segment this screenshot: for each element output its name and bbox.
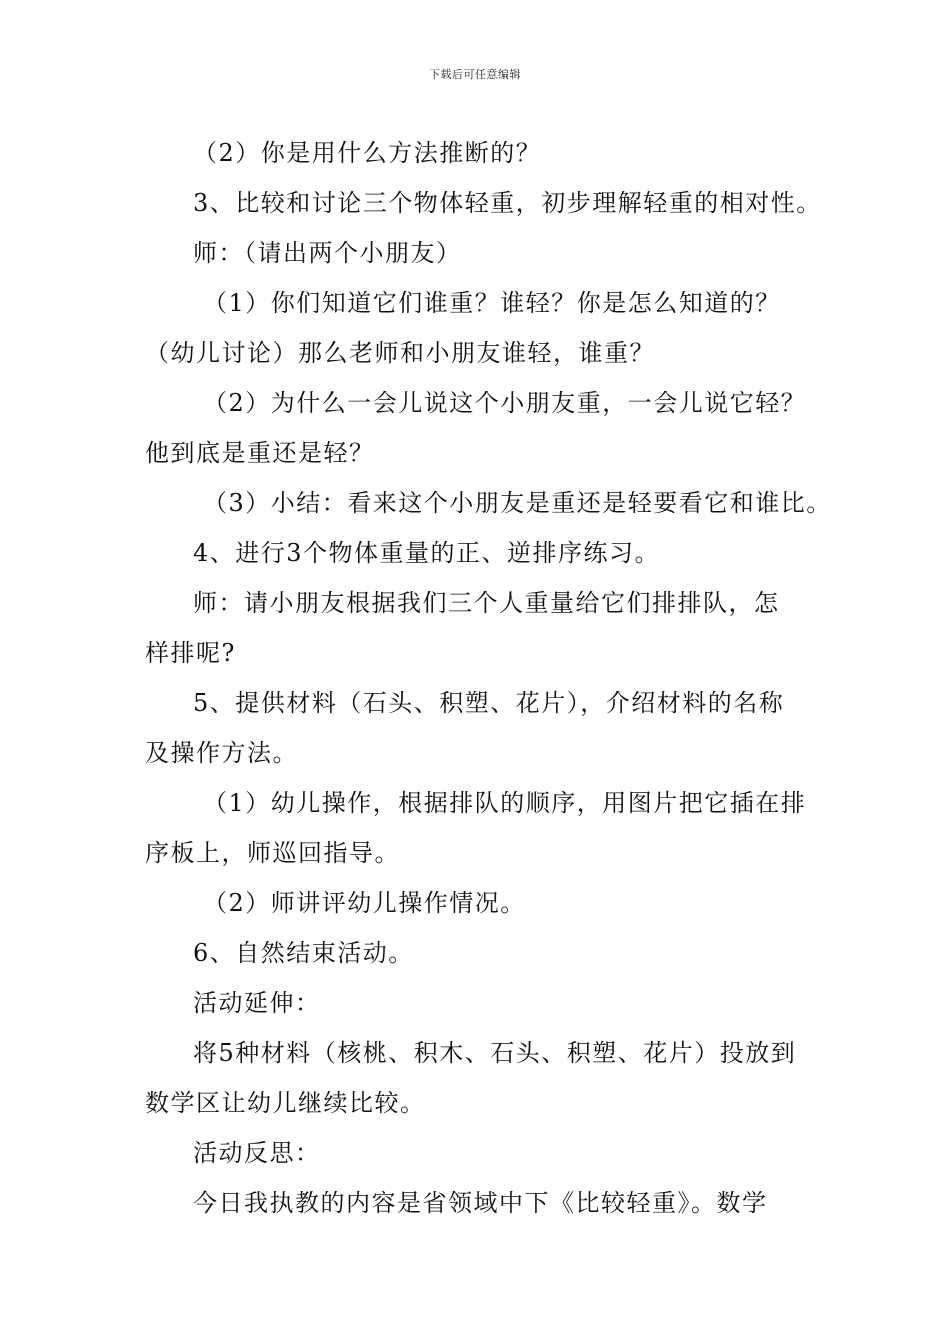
paragraph-line: 活动延伸： [193, 989, 321, 1017]
document-body [145, 128, 832, 1228]
paragraph-line: （2）为什么一会儿说这个小朋友重，一会儿说它轻？ [203, 389, 807, 417]
paragraph-line: （1）幼儿操作，根据排队的顺序，用图片把它插在排 [203, 789, 807, 817]
paragraph-line: （1）你们知道它们谁重？谁轻？你是怎么知道的？ [203, 289, 781, 317]
paragraph-line: 师：请小朋友根据我们三个人重量给它们排排队，怎 [193, 589, 780, 617]
paragraph-line: 3、比较和讨论三个物体轻重，初步理解轻重的相对性。 [193, 189, 822, 217]
paragraph-line: （幼儿讨论）那么老师和小朋友谁轻，谁重？ [145, 339, 655, 367]
paragraph-line: 师：（请出两个小朋友） [193, 239, 462, 267]
paragraph-line: （3）小结：看来这个小朋友是重还是轻要看它和谁比。 [203, 489, 832, 517]
paragraph-line: 4、进行3个物体重量的正、逆排序练习。 [193, 539, 661, 567]
paragraph-line: 今日我执教的内容是省领域中下《比较轻重》。数学 [193, 1189, 768, 1217]
paragraph-line: 6、自然结束活动。 [193, 939, 414, 967]
paragraph-line: 数学区让幼儿继续比较。 [145, 1089, 426, 1117]
paragraph-line: 样排呢? [145, 639, 236, 667]
paragraph-line: 将5种材料（核桃、积木、石头、积塑、花片）投放到 [193, 1039, 797, 1067]
paragraph-line: （2）师讲评幼儿操作情况。 [203, 889, 526, 917]
paragraph-line: 5、提供材料（石头、积塑、花片），介绍材料的名称 [193, 689, 785, 717]
paragraph-line: 他到底是重还是轻？ [145, 439, 375, 467]
paragraph-line: 及操作方法。 [145, 739, 298, 767]
paragraph-line: 活动反思： [193, 1139, 321, 1167]
page-header: 下载后可任意编辑 [429, 68, 521, 81]
paragraph-line: （2）你是用什么方法推断的？ [193, 139, 542, 167]
paragraph-line: 序板上，师巡回指导。 [145, 839, 400, 867]
